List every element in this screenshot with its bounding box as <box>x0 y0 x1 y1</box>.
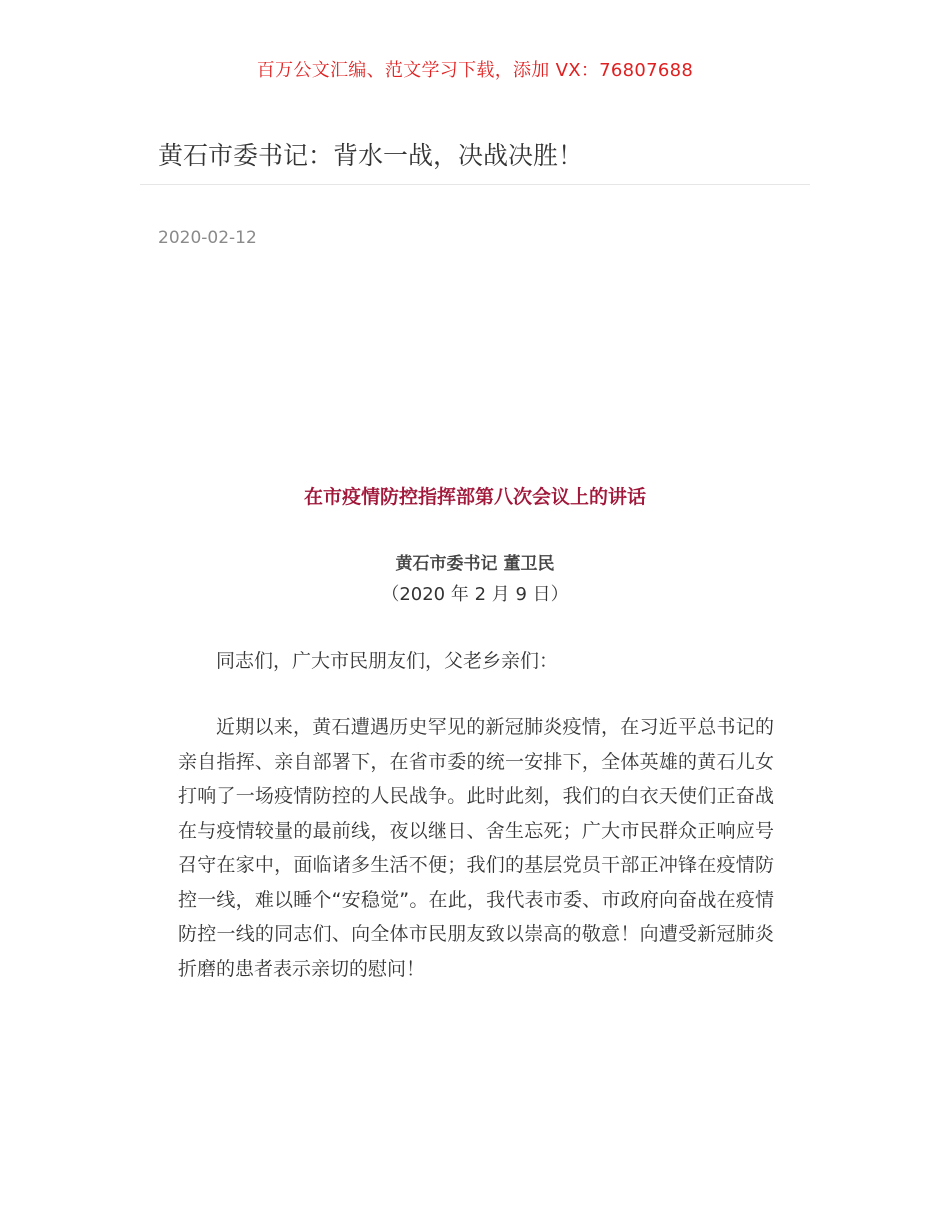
promo-banner: 百万公文汇编、范文学习下载，添加 VX：76807688 <box>256 60 694 81</box>
title-divider <box>140 184 810 185</box>
publish-date: 2020-02-12 <box>158 228 257 248</box>
article-title: 黄石市委书记：背水一战，决战决胜！ <box>158 141 584 170</box>
greeting-paragraph: 同志们，广大市民朋友们，父老乡亲们： <box>216 650 559 672</box>
speaker-name: 黄石市委书记 董卫民 <box>395 554 555 574</box>
speech-title: 在市疫情防控指挥部第八次会议上的讲话 <box>303 486 646 508</box>
speech-date: （2020 年 2 月 9 日） <box>381 584 569 605</box>
body-paragraph: 近期以来，黄石遭遇历史罕见的新冠肺炎疫情，在习近平总书记的亲自指挥、亲自部署下，在省市委的统一安排下，全体英雄的黄石儿女打响了一场疫情防控的人民战争。此时此刻，我们的白衣天使们正奋战在与疫情较量的最前线，夜以继日、舍生忘死；广大市民群众正响应号召守在家中，面临诸多生活不便；我们的基层党员干部正冲锋在疫情防控一线，难以睡个“安稳觉”。在此，我代表市委、市政府向奋战在疫情防控一线的同志们、向全体市民朋友致以崇高的敬意！向遭受新冠肺炎折磨的患者表示亲切的慰问！ <box>178 716 774 980</box>
